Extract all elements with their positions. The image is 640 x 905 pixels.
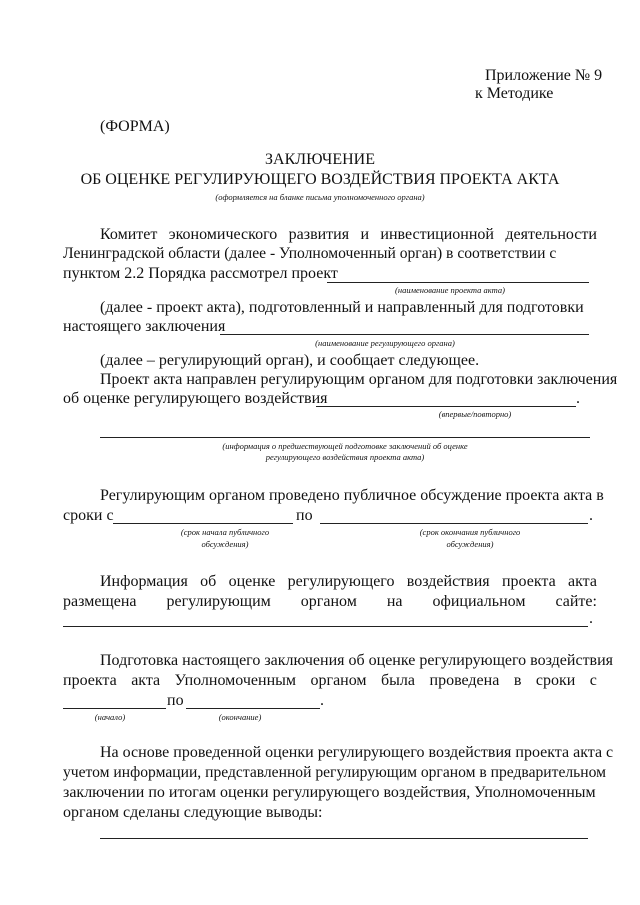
discussion-end-field[interactable] (320, 523, 588, 524)
to-methodology: к Методике (475, 85, 554, 102)
para2-period: . (576, 390, 580, 407)
para4-word: официальном (432, 593, 526, 610)
prior-info-field[interactable] (100, 437, 590, 438)
hint-prior-info-1: (информация о предшествующей подготовке заключений об оценке (222, 441, 468, 451)
para5-word: проекта (63, 672, 117, 689)
project-name-field[interactable] (327, 282, 589, 283)
para4-word: сайте: (555, 593, 597, 610)
appendix-number: Приложение № 9 (485, 67, 603, 84)
para1-line4: (далее - проект акта), подготовленный и направленный для подготовки (100, 299, 584, 316)
para4-word: регулирующим (166, 593, 271, 610)
para4-word: проекта (501, 573, 556, 590)
para4-word: воздействия (406, 573, 490, 590)
para1-line6: (далее – регулирующий орган), и сообщает следующее. (100, 352, 480, 369)
para5-word: с (589, 672, 597, 689)
para4-line1 (100, 573, 597, 591)
conclusions-field[interactable] (100, 838, 588, 839)
hint-regulator-name: (наименование регулирующего органа) (315, 338, 455, 348)
para5-line3-mid: по (167, 692, 184, 709)
para2-line1: Проект акта направлен регулирующим органом для подготовки заключения (100, 371, 618, 388)
para3-period: . (589, 507, 593, 524)
regulator-name-field[interactable] (220, 334, 589, 335)
para5-word: Уполномоченным (174, 672, 297, 689)
para1-line3: пунктом 2.2 Порядка рассмотрел проект (63, 265, 338, 282)
hint-prep-end: (окончание) (218, 712, 262, 722)
para6-line1: На основе проведенной оценки регулирующего воздействия проекта акта с (100, 744, 614, 761)
para4-word: оценке (228, 573, 276, 590)
para3-line2-start: сроки с (63, 507, 114, 524)
hint-prep-start: (начало) (94, 712, 126, 722)
form-label: (ФОРМА) (100, 118, 170, 135)
hint-prior-info-2: регулирующего воздействия проекта акта) (265, 452, 425, 462)
para3-line2-mid: по (296, 507, 313, 524)
para1-line2: Ленинградской области (далее - Уполномоченный орган) в соответствии с (63, 245, 557, 262)
hint-discussion-end-2: обсуждения) (446, 539, 494, 549)
para4-period: . (589, 610, 593, 627)
para1-line5: настоящего заключения (63, 318, 226, 335)
para5-period: . (320, 692, 324, 709)
para4-word: об (200, 573, 217, 590)
para5-word: сроки (535, 672, 576, 689)
prep-end-field[interactable] (186, 708, 320, 709)
first-repeat-field[interactable] (316, 406, 576, 407)
para4-line2 (63, 593, 597, 611)
para5-word: была (381, 672, 416, 689)
para3-line1: Регулирующим органом проведено публичное обсуждение проекта акта в (100, 487, 604, 504)
para4-word: размещена (63, 593, 137, 610)
para6-line4: органом сделаны следующие выводы: (63, 804, 323, 821)
para5-word: в (513, 672, 522, 689)
para6-line3: заключении по итогам оценки регулирующего воздействия, Уполномоченным (63, 784, 596, 801)
para5-word: акта (131, 672, 161, 689)
para4-word: акта (567, 573, 597, 590)
document-subtitle: ОБ ОЦЕНКЕ РЕГУЛИРУЮЩЕГО ВОЗДЕЙСТВИЯ ПРОЕКТА АКТА (80, 171, 560, 188)
para1-word: развития (288, 226, 350, 243)
para2-line2: об оценке регулирующего воздействия (63, 390, 328, 407)
prep-start-field[interactable] (63, 708, 166, 709)
para1-word: инвестиционной (380, 226, 494, 243)
para4-word: Информация (100, 573, 188, 590)
title-note: (оформляется на бланке письма уполномоченного органа) (215, 192, 425, 202)
discussion-start-field[interactable] (113, 523, 293, 524)
hint-discussion-start-2: обсуждения) (201, 539, 249, 549)
hint-discussion-end-1: (срок окончания публичного (419, 527, 521, 537)
para6-line2: учетом информации, представленной регулирующим органом в предварительном (63, 764, 606, 781)
para5-word: проведена (429, 672, 500, 689)
hint-first-repeat: (впервые/повторно) (438, 409, 512, 419)
hint-project-name: (наименование проекта акта) (395, 285, 505, 295)
para5-line2 (63, 672, 597, 690)
hint-discussion-start-1: (срок начала публичного (180, 527, 270, 537)
para1-word: деятельности (505, 226, 597, 243)
para5-word: органом (310, 672, 367, 689)
para1-word: экономического (168, 226, 278, 243)
para4-word: регулирующего (287, 573, 395, 590)
para5-line1: Подготовка настоящего заключения об оценке регулирующего воздействия (100, 652, 614, 669)
para1-line1 (100, 226, 597, 244)
para1-word: и (360, 226, 370, 243)
document-title: ЗАКЛЮЧЕНИЕ (265, 151, 375, 168)
para4-word: на (386, 593, 403, 610)
website-field[interactable] (63, 626, 588, 627)
para4-word: органом (300, 593, 357, 610)
para1-word: Комитет (100, 226, 158, 243)
